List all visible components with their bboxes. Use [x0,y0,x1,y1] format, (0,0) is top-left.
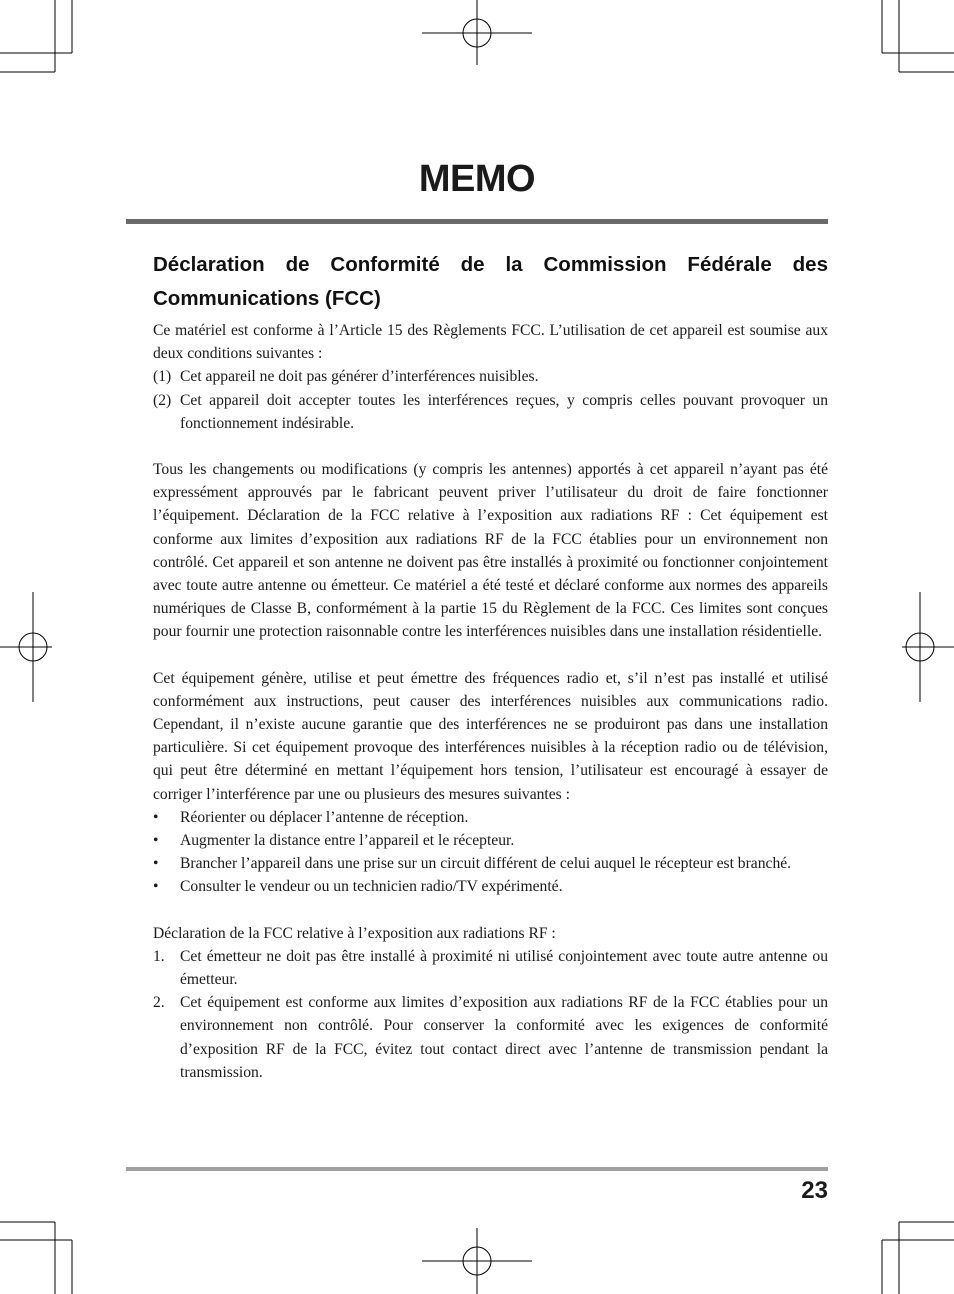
measure-item [153,829,828,852]
spacer [153,435,828,458]
bottom-divider [126,1167,828,1171]
condition-item [153,365,828,388]
corner-mark-top-left [0,0,72,72]
changes-paragraph: Tous les changements ou modifications (y compris les antennes) apportés à cet appareil n’ayant pas été expressément approuvés par le fabricant peuvent priver l’utilisateur du droit de faire fonctionner l’équipement. Déclaration de la FCC relative à l’exposition aux radiations RF : Cet équipement est conforme aux limites d’exposition aux radiations RF de la FCC établies pour un environnement non contrôlé. Cet appareil et son antenne ne doivent pas être installés à proximité ou fonctionner conjointement avec toute autre antenne ou émetteur. Ce matériel a été testé et déclaré conforme aux normes des appareils numériques de Classe B, conformément à la partie 15 du Règlement de la FCC. Ces limites sont conçues pour fournir une protection raisonnable contre les interférences nuisibles dans une installation résidentielle. [153,461,828,641]
rf-item [153,945,828,991]
condition-text: Cet appareil ne doit pas générer d’interférences nuisibles. [180,368,539,386]
conditions-list [153,365,828,435]
bullet-marker: • [153,855,159,873]
measure-item [153,806,828,829]
top-divider [126,219,828,224]
registration-mark-left [0,592,52,702]
registration-mark-bottom [422,1228,532,1294]
measure-item [153,875,828,898]
rf-item [153,991,828,1084]
measure-text: Consulter le vendeur ou un technicien radio/TV expérimenté. [180,878,563,896]
measure-item [153,852,828,875]
registration-mark-top [422,0,532,65]
condition-marker: (2) [153,391,172,409]
page-title: MEMO [418,158,536,200]
intro-paragraph: Ce matériel est conforme à l’Article 15 des Règlements FCC. L’utilisation de cet appareil est soumise aux deux conditions suivantes : [153,322,828,363]
condition-marker: (1) [153,368,172,386]
measure-text: Réorienter ou déplacer l’antenne de réception. [180,808,469,826]
page-number: 23 [801,1177,828,1204]
rf-list [153,945,828,1084]
corner-mark-top-right [882,0,954,72]
measure-text: Brancher l’appareil dans une prise sur un circuit différent de celui auquel le récepteur est branché. [180,855,792,873]
rf-marker: 2. [153,994,165,1012]
rf-heading: Déclaration de la FCC relative à l’exposition aux radiations RF : [153,924,556,942]
rf-text: Cet équipement est conforme aux limites d’exposition aux radiations RF de la FCC établies pour un environnement non contrôlé. Pour conserver la conformité avec les exigences de conformité d’exposition RF de la FCC, évitez tout contact direct avec l’antenne de transmission pendant la transmission. [180,994,828,1081]
condition-item [153,389,828,435]
spacer [153,644,828,667]
rf-marker: 1. [153,947,165,965]
rf-text: Cet émetteur ne doit pas être installé à proximité ni utilisé conjointement avec toute autre antenne ou émetteur. [180,947,828,989]
interference-paragraph: Cet équipement génère, utilise et peut émettre des fréquences radio et, s’il n’est pas installé et utilisé conformément aux instructions, peut causer des interférences nuisibles aux communications radio. Cependant, il n’existe aucune garantie que des interférences ne se produiront pas dans une installation particulière. Si cet équipement provoque des interférences nuisibles à la réception radio ou de télévision, qui peut être déterminé en mettant l’équipement hors tension, l’utilisateur est encouragé à essayer de corriger l’interférence par une ou plusieurs des mesures suivantes : [153,669,828,803]
spacer [153,899,828,922]
section-heading: Déclaration de Conformité de la Commission Fédérale des Communications (FCC) [153,253,828,310]
registration-mark-right [902,592,954,702]
condition-text: Cet appareil doit accepter toutes les interférences reçues, y compris celles pouvant provoquer un fonctionnement indésirable. [180,391,828,432]
corner-mark-bottom-right [882,1222,954,1294]
fcc-declaration [153,248,828,1084]
measures-list [153,806,828,899]
bullet-marker: • [153,878,159,896]
bullet-marker: • [153,808,159,826]
measure-text: Augmenter la distance entre l’appareil et le récepteur. [180,832,515,850]
bullet-marker: • [153,832,159,850]
corner-mark-bottom-left [0,1222,72,1294]
